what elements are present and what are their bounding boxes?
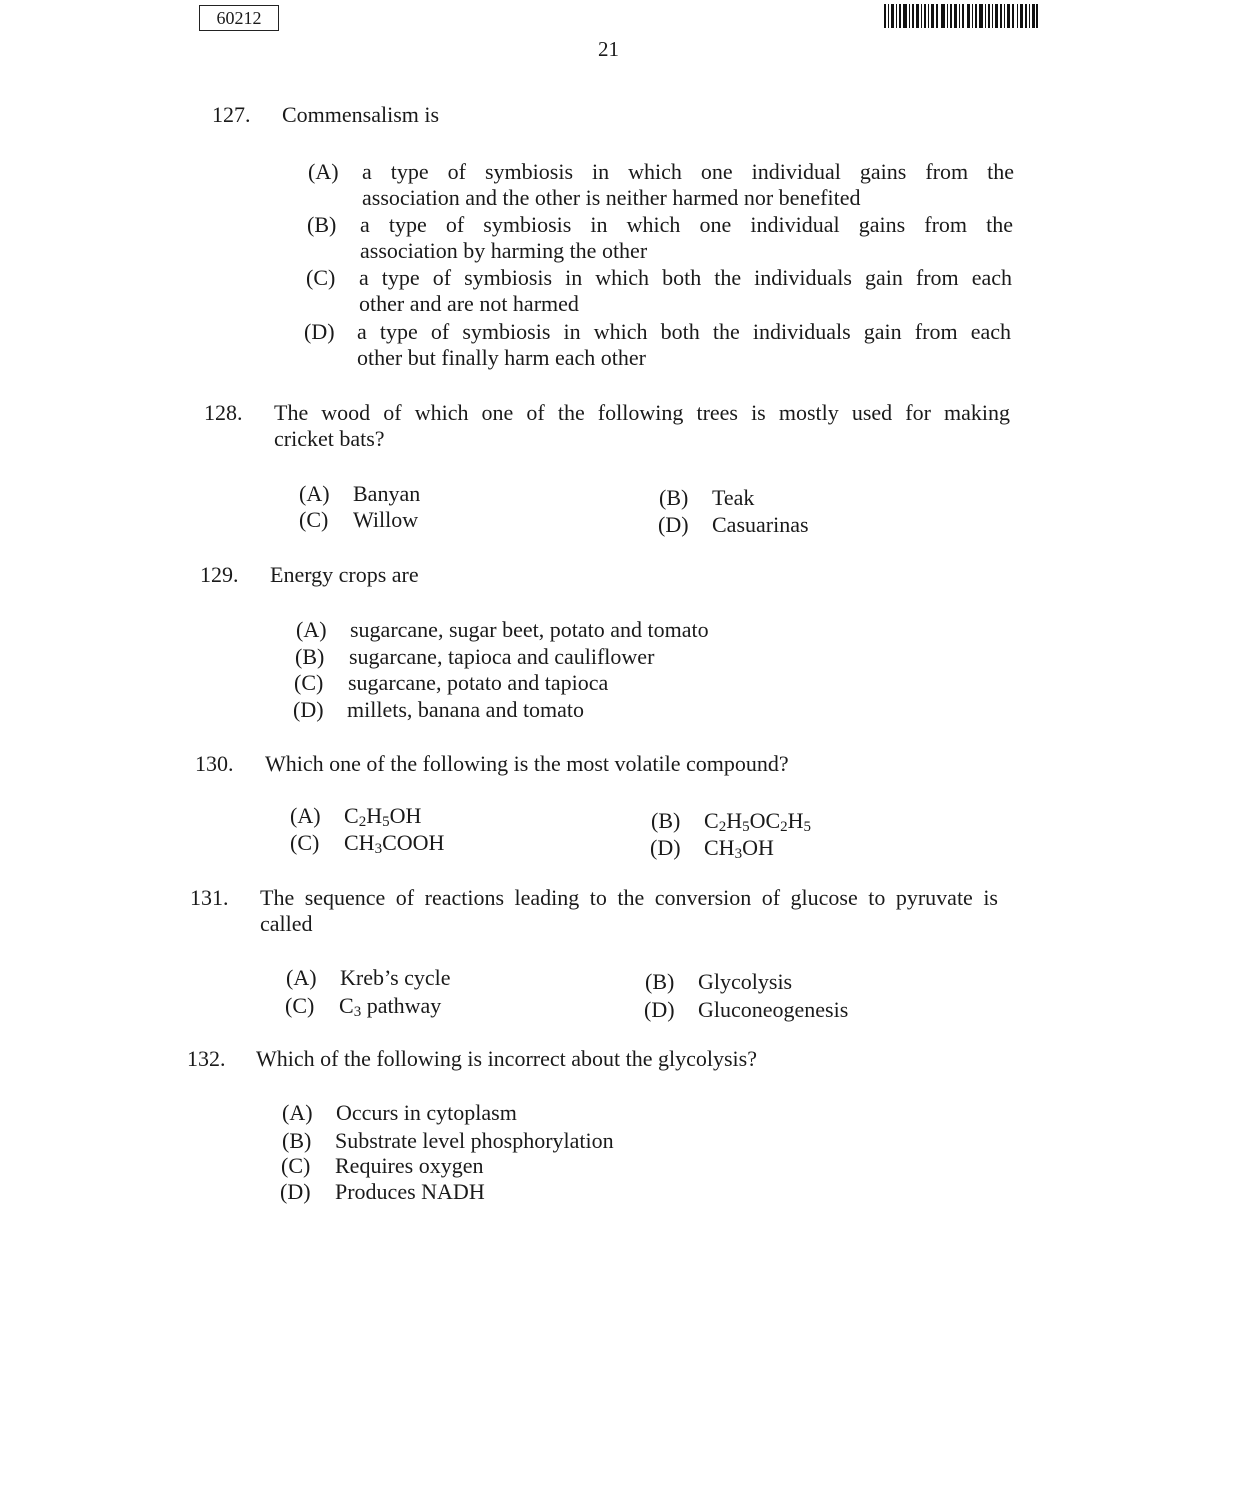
question-number: 129. — [200, 562, 239, 587]
option-text-line1: a type of symbiosis in which both the individuals gain from each — [359, 265, 1012, 290]
option-formula: $C_2H_5OC_2H_5$ — [704, 808, 812, 835]
option-text: Substrate level phosphorylation — [335, 1128, 614, 1153]
option-label: (D) — [280, 1179, 311, 1204]
question-stem-line1: The sequence of reactions leading to the conversion of glucose to pyruvate is — [260, 885, 998, 910]
question-stem-line1: The wood of which one of the following trees is mostly used for making — [274, 400, 1010, 425]
option-label: (B) — [645, 969, 675, 994]
option-text: Casuarinas — [712, 512, 809, 537]
question-number: 128. — [204, 400, 243, 425]
option-text-line1: a type of symbiosis in which both the individuals gain from each — [357, 319, 1011, 344]
question-stem-line2: called — [260, 911, 313, 936]
question-number: 130. — [195, 751, 234, 776]
option-label: (C) — [306, 265, 336, 290]
option-text-line2: association and the other is neither harmed nor benefited — [362, 185, 861, 210]
option-text: Teak — [712, 485, 755, 510]
question-number: 132. — [187, 1046, 226, 1071]
question-stem-line2: cricket bats? — [274, 426, 385, 451]
option-text: Kreb’s cycle — [340, 965, 451, 990]
option-label: (C) — [285, 993, 315, 1018]
option-text-line1: a type of symbiosis in which one individual gains from the — [360, 212, 1013, 237]
question-stem: Which one of the following is the most volatile compound? — [265, 751, 789, 776]
option-label: (A) — [296, 617, 327, 642]
option-text-line2: other but finally harm each other — [357, 345, 646, 370]
option-text: Banyan — [353, 481, 421, 506]
option-text-line1: a type of symbiosis in which one individual gains from the — [362, 159, 1014, 184]
question-stem: Commensalism is — [282, 102, 440, 127]
option-text: Produces NADH — [335, 1179, 485, 1204]
option-label: (B) — [659, 485, 689, 510]
option-label: (A) — [290, 803, 321, 828]
option-label: (B) — [307, 212, 337, 237]
option-formula: $C_2H_5OH$ — [344, 803, 422, 830]
option-text: millets, banana and tomato — [347, 697, 585, 722]
option-label: (D) — [658, 512, 689, 537]
option-text: Occurs in cytoplasm — [336, 1100, 517, 1125]
question-number: 131. — [190, 885, 229, 910]
option-label: (C) — [299, 507, 329, 532]
option-text: sugarcane, tapioca and cauliflower — [349, 644, 655, 669]
question-stem: Which of the following is incorrect about the glycolysis? — [256, 1046, 757, 1071]
option-label: (C) — [281, 1153, 311, 1178]
option-label: (D) — [644, 997, 675, 1022]
option-formula: $CH_3COOH$ — [344, 830, 445, 857]
option-text: Requires oxygen — [335, 1153, 484, 1178]
option-text-line2: association by harming the other — [360, 238, 648, 263]
option-label: (A) — [299, 481, 330, 506]
option-text: sugarcane, sugar beet, potato and tomato — [350, 617, 709, 642]
option-label: (A) — [282, 1100, 313, 1125]
option-label: (C) — [294, 670, 324, 695]
option-label: (D) — [304, 319, 335, 344]
option-label: (A) — [308, 159, 339, 184]
option-text: $C_3$ pathway — [339, 993, 442, 1020]
question-stem: Energy crops are — [270, 562, 419, 587]
option-text-line2: other and are not harmed — [359, 291, 579, 316]
option-label: (A) — [286, 965, 317, 990]
option-label: (B) — [295, 644, 325, 669]
option-label: (C) — [290, 830, 320, 855]
option-text: Gluconeogenesis — [698, 997, 849, 1022]
option-text: Glycolysis — [698, 969, 793, 994]
paper-code-box: 60212 — [199, 5, 279, 31]
page-number: 21 — [598, 37, 619, 61]
option-text: sugarcane, potato and tapioca — [348, 670, 609, 695]
option-label: (D) — [650, 835, 681, 860]
option-label: (B) — [651, 808, 681, 833]
barcode-icon — [884, 4, 1038, 28]
option-text: Willow — [353, 507, 419, 532]
question-number: 127. — [212, 102, 251, 127]
option-label: (B) — [282, 1128, 312, 1153]
option-label: (D) — [293, 697, 324, 722]
option-formula: $CH_3OH$ — [704, 835, 774, 862]
